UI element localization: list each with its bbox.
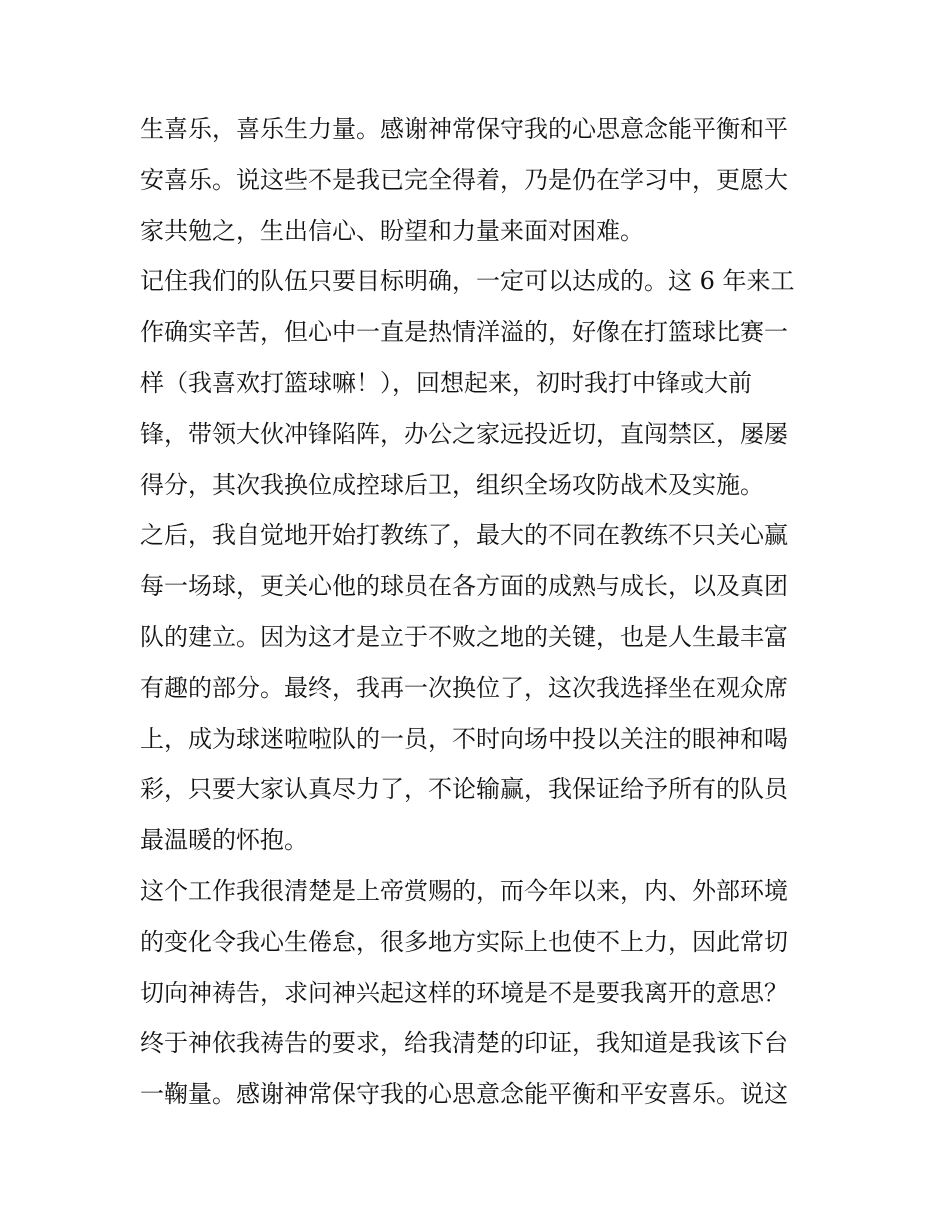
text-line: 样（我喜欢打篮球嘛！），回想起来，初时我打中锋或大前 [140,368,752,397]
text-line: 队的建立。因为这才是立于不败之地的关键，也是人生最丰富 [140,622,788,651]
text-line: 生喜乐，喜乐生力量。感谢神常保守我的心思意念能平衡和平 [140,115,788,143]
text-line: 这个工作我很清楚是上帝赏赐的，而今年以来，内、外部环境 [140,876,788,905]
text-line: 彩，只要大家认真尽力了，不论输赢，我保证给予所有的队员 [140,775,788,804]
text-line: 切向神祷告，求问神兴起这样的环境是不是要我离开的意思？ [140,978,788,1007]
text-line: 最温暖的怀抱。 [140,826,308,855]
text-line: 锋，带领大伙冲锋陷阵，办公之家远投近切，直闯禁区，屡屡 [140,419,788,448]
text-line: 作确实辛苦，但心中一直是热情洋溢的，好像在打篮球比赛一 [140,318,788,347]
text-line: 家共勉之，生出信心、盼望和力量来面对困难。 [140,216,644,245]
text-line: 得分，其次我换位成控球后卫，组织全场攻防战术及实施。 [140,470,764,499]
text-line: 的变化令我心生倦怠，很多地方实际上也使不上力，因此常切 [140,927,788,956]
text-line: 安喜乐。说这些不是我已完全得着，乃是仍在学习中，更愿大 [140,165,788,194]
text-line: 有趣的部分。最终，我再一次换位了，这次我选择坐在观众席 [140,673,788,702]
text-line: 之后，我自觉地开始打教练了，最大的不同在教练不只关心赢 [140,521,788,550]
text-line: 记住我们的队伍只要目标明确，一定可以达成的。这 6 年来工 [140,267,795,296]
text-line: 一鞠量。感谢神常保守我的心思意念能平衡和平安喜乐。说这 [140,1080,788,1109]
text-line: 每一场球，更关心他的球员在各方面的成熟与成长，以及真团 [140,572,788,601]
text-line: 终于神依我祷告的要求，给我清楚的印证，我知道是我该下台 [140,1029,788,1058]
text-line: 上，成为球迷啦啦队的一员，不时向场中投以关注的眼神和喝 [140,724,788,753]
document-body [140,104,820,1120]
